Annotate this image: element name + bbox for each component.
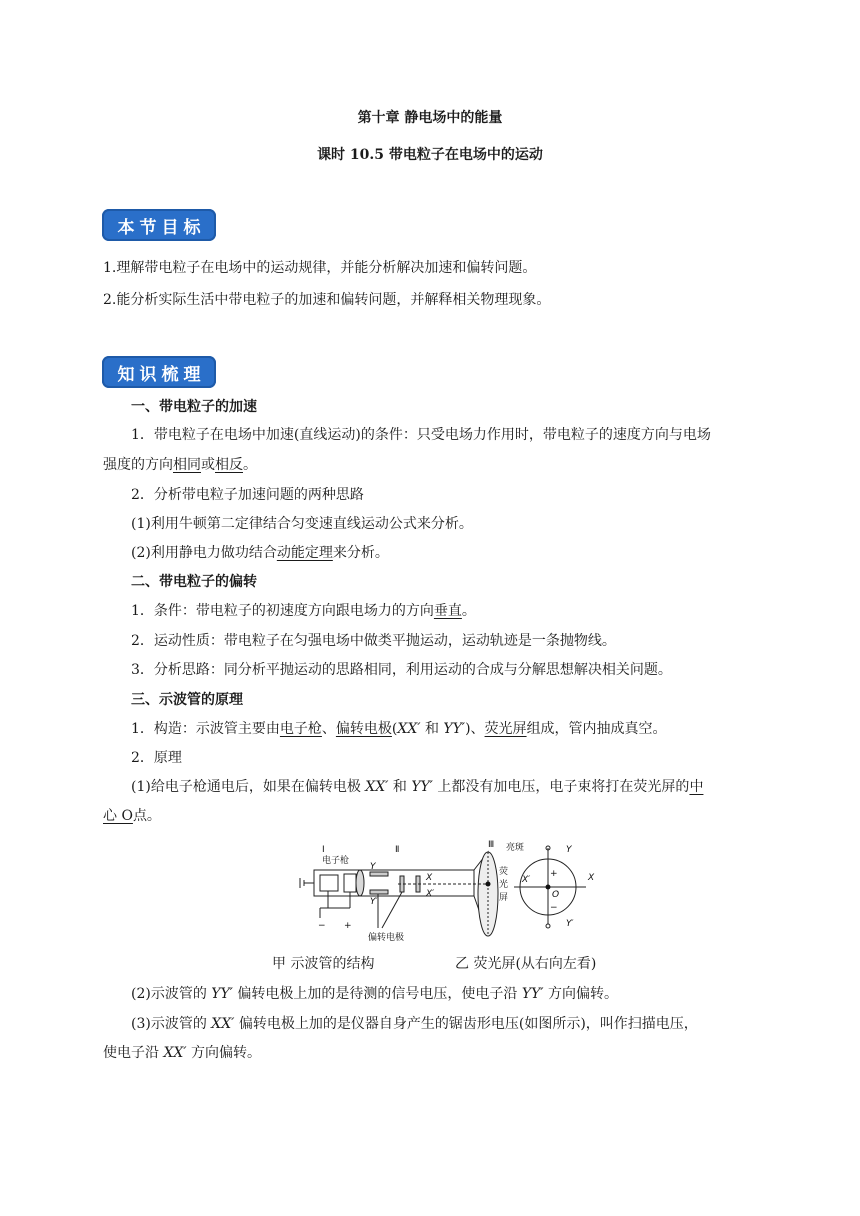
s3-p4-yy: YY′ (211, 986, 233, 1002)
s1-paragraph-1b (103, 455, 257, 475)
label-O: O (552, 890, 560, 900)
s3-p5b-post: 方向偏转。 (186, 1045, 262, 1061)
label-Yp: Y′ (566, 919, 574, 929)
s2-paragraph-1 (131, 601, 476, 621)
label-screen-minus: − (550, 903, 558, 913)
answer-opposite: 相反 (215, 457, 243, 473)
s1-p1b-mid: 或 (201, 457, 215, 473)
bright-spot-front (546, 885, 551, 890)
s3-p3a-pre: (1)给电子枪通电后，如果在偏转电极 (131, 779, 366, 795)
s3-p1-post: 组成，管内抽成真空。 (526, 721, 667, 737)
s3-p5a-xx: XX′ (211, 1016, 235, 1032)
s1-paragraph-4 (131, 543, 389, 563)
objective-item-1: 1.理解带电粒子在电场中的运动规律，并能分析解决加速和偏转问题。 (103, 260, 537, 276)
label-spot: 亮斑 (506, 843, 525, 853)
label-screen-2: 光 (499, 880, 509, 890)
s3-p4-pre: (2)示波管的 (131, 986, 212, 1002)
s3-paragraph-5b (103, 1043, 261, 1063)
s3-paragraph-3b (103, 806, 161, 826)
s1-p1b-pre: 强度的方向 (103, 457, 173, 473)
oscilloscope-figure (292, 838, 600, 944)
s3-p3a-yy: YY′ (411, 779, 433, 795)
s1-paragraph-1a: 1．带电粒子在电场中加速(直线运动)的条件：只受电场力作用时，带电粒子的速度方向与电场 (131, 427, 711, 443)
knowledge-badge (102, 356, 216, 388)
s3-p1-yy: YY′ (443, 721, 466, 737)
s3-p1-mid1: ( (391, 721, 398, 737)
label-Yp-plate: Y′ (370, 897, 378, 907)
answer-same: 相同 (173, 457, 201, 473)
objectives-badge (102, 209, 216, 241)
label-I: Ⅰ (322, 845, 325, 855)
answer-kinetic-theorem: 动能定理 (276, 545, 333, 561)
label-Xp: X′ (522, 875, 531, 885)
s3-p1-mid2: )、 (465, 721, 485, 737)
s1-p1b-post: 。 (243, 457, 257, 473)
s3-p1-and: 和 (420, 721, 444, 737)
s1-p4-post: 来分析。 (332, 545, 389, 561)
s3-p3a-xx: XX′ (365, 779, 389, 795)
s3-p3a-mid: 上都没有加电压，电子束将打在荧光屏的 (432, 779, 690, 795)
answer-fluorescent-screen: 荧光屏 (484, 721, 527, 737)
gun-cathode (320, 875, 338, 891)
s3-p3a-and: 和 (388, 779, 412, 795)
label-electrode: 偏转电极 (368, 933, 405, 943)
terminal-yp (546, 924, 550, 928)
objective-item-2: 2.能分析实际生活中带电粒子的加速和偏转问题，并解释相关物理现象。 (103, 292, 551, 308)
plate-y-top (370, 872, 388, 876)
section-1-heading: 一、带电粒子的加速 (131, 399, 257, 415)
s3-p1-sep: 、 (321, 721, 336, 737)
label-Y-plate: Y (370, 862, 376, 872)
label-III: Ⅲ (488, 840, 495, 850)
s1-paragraph-3: (1)利用牛顿第二定律结合匀变速直线运动公式来分析。 (131, 516, 473, 532)
s1-p4-pre: (2)利用静电力做功结合 (131, 545, 277, 561)
answer-deflection-electrode: 偏转电极 (335, 721, 392, 737)
s3-paragraph-3a (131, 777, 703, 797)
figure-caption-2: 乙 荧光屏(从右向左看) (455, 956, 597, 972)
s3-paragraph-5a (131, 1014, 698, 1034)
label-minus: − (318, 921, 326, 931)
answer-electron-gun: 电子枪 (279, 721, 322, 737)
bright-spot-side (486, 882, 491, 887)
s3-p3b-post: 点。 (132, 808, 161, 824)
title-block (0, 108, 860, 165)
s3-p5a-post: 偏转电极上加的是仪器自身产生的锯齿形电压(如图所示)，叫作扫描电压， (234, 1016, 698, 1032)
s3-p1-xx: XX′ (397, 721, 421, 737)
chapter-title: 第十章 静电场中的能量 (357, 110, 503, 126)
gun-grid (344, 874, 356, 892)
s3-p4-mid: 偏转电极上加的是待测的信号电压，使电子沿 (232, 986, 522, 1002)
s3-p5b-pre: 使电子沿 (103, 1045, 164, 1061)
label-X: X (588, 873, 595, 883)
s1-paragraph-2: 2．分析带电粒子加速问题的两种思路 (131, 487, 364, 503)
lesson-title: 课时 10.5 带电粒子在电场中的运动 (317, 147, 543, 163)
s3-p1-pre: 1．构造：示波管主要由 (131, 721, 280, 737)
s2-paragraph-2: 2．运动性质：带电粒子在匀强电场中做类平抛运动，运动轨迹是一条抛物线。 (131, 633, 616, 649)
s3-p4-yy2: YY′ (521, 986, 544, 1002)
knowledge-badge-label: 知识梳理 (117, 364, 206, 385)
label-Y: Y (566, 845, 572, 855)
gun-anode (356, 870, 364, 896)
objectives-badge-label: 本节目标 (117, 217, 206, 238)
section-3-heading: 三、示波管的原理 (131, 692, 243, 708)
s3-paragraph-1 (131, 719, 667, 739)
s2-paragraph-3: 3．分析思路：同分析平抛运动的思路相同，利用运动的合成与分解思想解决相关问题。 (131, 662, 672, 678)
wire-x (382, 892, 402, 928)
s2-p1-pre: 1．条件：带电粒子的初速度方向跟电场力的方向 (131, 603, 434, 619)
label-gun: 电子枪 (322, 856, 350, 866)
label-screen-3: 屏 (499, 893, 509, 903)
s3-paragraph-4 (131, 984, 618, 1004)
s3-p4-post: 方向偏转。 (543, 986, 618, 1002)
s3-p5b-xx: XX′ (163, 1045, 187, 1061)
label-X-plate: X (426, 873, 433, 883)
s3-paragraph-2: 2．原理 (131, 750, 182, 766)
plate-y-bottom (370, 890, 388, 894)
answer-center-a: 中 (689, 779, 704, 795)
label-Xp-plate: X′ (426, 889, 435, 899)
label-plus: + (344, 921, 352, 931)
figure-caption-1: 甲 示波管的结构 (272, 956, 375, 972)
answer-perpendicular: 垂直 (433, 603, 462, 619)
s2-p1-post: 。 (461, 603, 476, 619)
answer-center-b: 心 O (103, 808, 133, 824)
label-screen-plus: + (550, 869, 558, 879)
section-2-heading: 二、带电粒子的偏转 (131, 574, 257, 590)
s3-p5a-pre: (3)示波管的 (131, 1016, 212, 1032)
label-II: Ⅱ (395, 845, 400, 855)
label-screen-1: 荧 (499, 867, 509, 877)
